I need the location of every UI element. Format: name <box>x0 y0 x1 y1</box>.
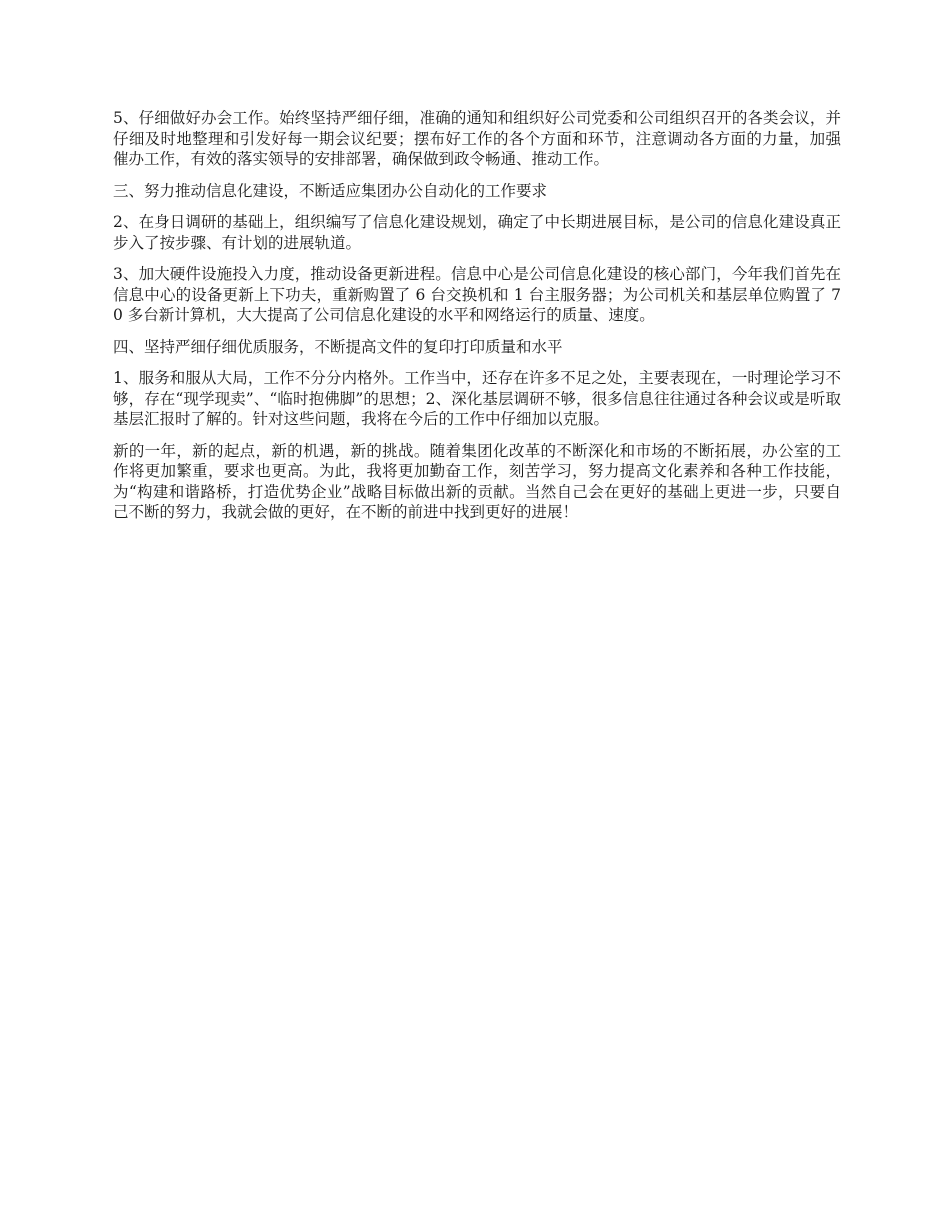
paragraph-shortcomings: 1、服务和服从大局，工作不分分内格外。工作当中，还存在许多不足之处，主要表现在，一时理论学习不够，存在“现学现卖”、“临时抱佛脚”的思想；2、深化基层调研不够，很多信息往往通过各种会议或是听取基层汇报时了解的。针对这些问题，我将在今后的工作中仔细加以克服。 <box>113 369 841 428</box>
paragraph-informatization-plan: 2、在身日调研的基础上，组织编写了信息化建设规划，确定了中长期进展目标，是公司的信息化建设真正步入了按步骤、有计划的进展轨道。 <box>113 213 841 252</box>
section-heading-informatization: 三、努力推动信息化建设，不断适应集团办公自动化的工作要求 <box>113 181 548 200</box>
paragraph-new-year-outlook: 新的一年，新的起点，新的机遇，新的挑战。随着集团化改革的不断深化和市场的不断拓展，办公室的工作将更加繁重，要求也更高。为此，我将更加勤奋工作，刻苦学习，努力提高文化素养和各种工作技能，为“构建和谐路桥，打造优势企业”战略目标做出新的贡献。当然自己会在更好的基础上更进一步，只要自己不断的努力，我就会做的更好，在不断的前进中找到更好的进展！ <box>113 441 841 521</box>
paragraph-hardware-investment: 3、加大硬件设施投入力度，推动设备更新进程。信息中心是公司信息化建设的核心部门，今年我们首先在信息中心的设备更新上下功夫，重新购置了 6 台交换机和 1 台主服务器；为公司机关和基层单位购置了 70 多台新计算机，大大提高了公司信息化建设的水平和网络运行的质量、速度。 <box>113 265 841 324</box>
paragraph-meeting-work: 5、仔细做好办会工作。始终坚持严细仔细，准确的通知和组织好公司党委和公司组织召开的各类会议，并仔细及时地整理和引发好每一期会议纪要；摆布好工作的各个方面和环节，注意调动各方面的力量，加强催办工作，有效的落实领导的安排部署，确保做到政令畅通、推动工作。 <box>113 109 841 168</box>
section-heading-service-quality: 四、坚持严细仔细优质服务，不断提高文件的复印打印质量和水平 <box>113 337 563 356</box>
document-body <box>113 108 841 534</box>
